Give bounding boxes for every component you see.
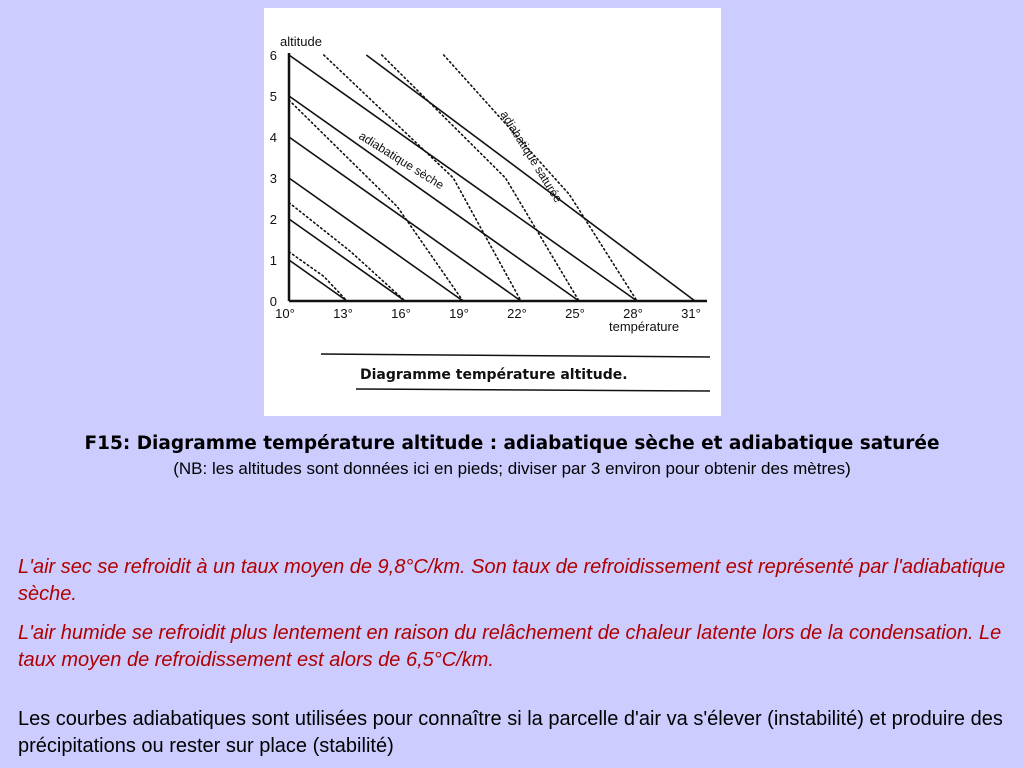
caption-note: (NB: les altitudes sont données ici en pieds; diviser par 3 environ pour obtenir des mètres) [173,459,851,478]
caption-rule-top [321,354,710,357]
dry-adiabat-annotation: adiabatique sèche [356,128,447,193]
dry-adiabat-line-7 [366,55,695,301]
y-axis-label: altitude [280,34,322,49]
y-tick-label: 2 [269,212,277,227]
x-axis-label: température [609,319,680,334]
saturated-adiabat-line-2 [289,203,405,301]
x-tick-label: 25° [565,306,585,321]
y-tick-labels [270,48,277,309]
chart-lines [289,55,695,301]
y-tick-label: 6 [269,48,277,63]
figure-caption [40,432,984,480]
dry-adiabat-line-5 [289,96,579,301]
saturated-adiabat-annotation: adiabatique saturée [497,108,566,205]
adiabat-usage-paragraph: Les courbes adiabatiques sont utilisées pour connaître si la parcelle d'air va s'élever (instabilité) et produire des précipitations ou rester sur place (stabilité) [18,708,1003,757]
dry-air-paragraph: L'air sec se refroidit à un taux moyen de 9,8°C/km. Son taux de refroidissement est représenté par l'adiabatique sèche. [18,556,1006,605]
saturated-adiabat-line-1 [289,252,347,301]
chart-svg [264,8,721,416]
x-tick-label: 13° [333,306,353,321]
chart-title: Diagramme température altitude. [360,367,628,383]
y-tick-label: 3 [269,171,277,186]
x-tick-label: 31° [681,306,701,321]
x-tick-label: 10° [275,306,295,321]
x-tick-label: 28° [623,306,643,321]
x-tick-label: 19° [449,306,469,321]
y-tick-label: 4 [269,130,277,145]
y-tick-label: 5 [269,89,277,104]
dry-adiabat-line-3 [289,178,463,301]
dry-adiabat-line-1 [289,260,347,301]
caption-title: F15: Diagramme température altitude : adiabatique sèche et adiabatique saturée [84,433,940,454]
dry-adiabat-line-6 [289,55,637,301]
y-tick-label: 1 [269,253,277,268]
dry-adiabat-line-2 [289,219,405,301]
x-tick-label: 16° [391,306,411,321]
y-tick-label: 0 [269,294,277,309]
x-tick-label: 22° [507,306,527,321]
caption-rule-bottom [356,389,710,391]
chart-figure [264,8,721,416]
humid-air-paragraph: L'air humide se refroidit plus lentement en raison du relâchement de chaleur latente lors de la condensation. Le taux moyen de refroidissement est alors de 6,5°C/km. [18,622,1002,671]
